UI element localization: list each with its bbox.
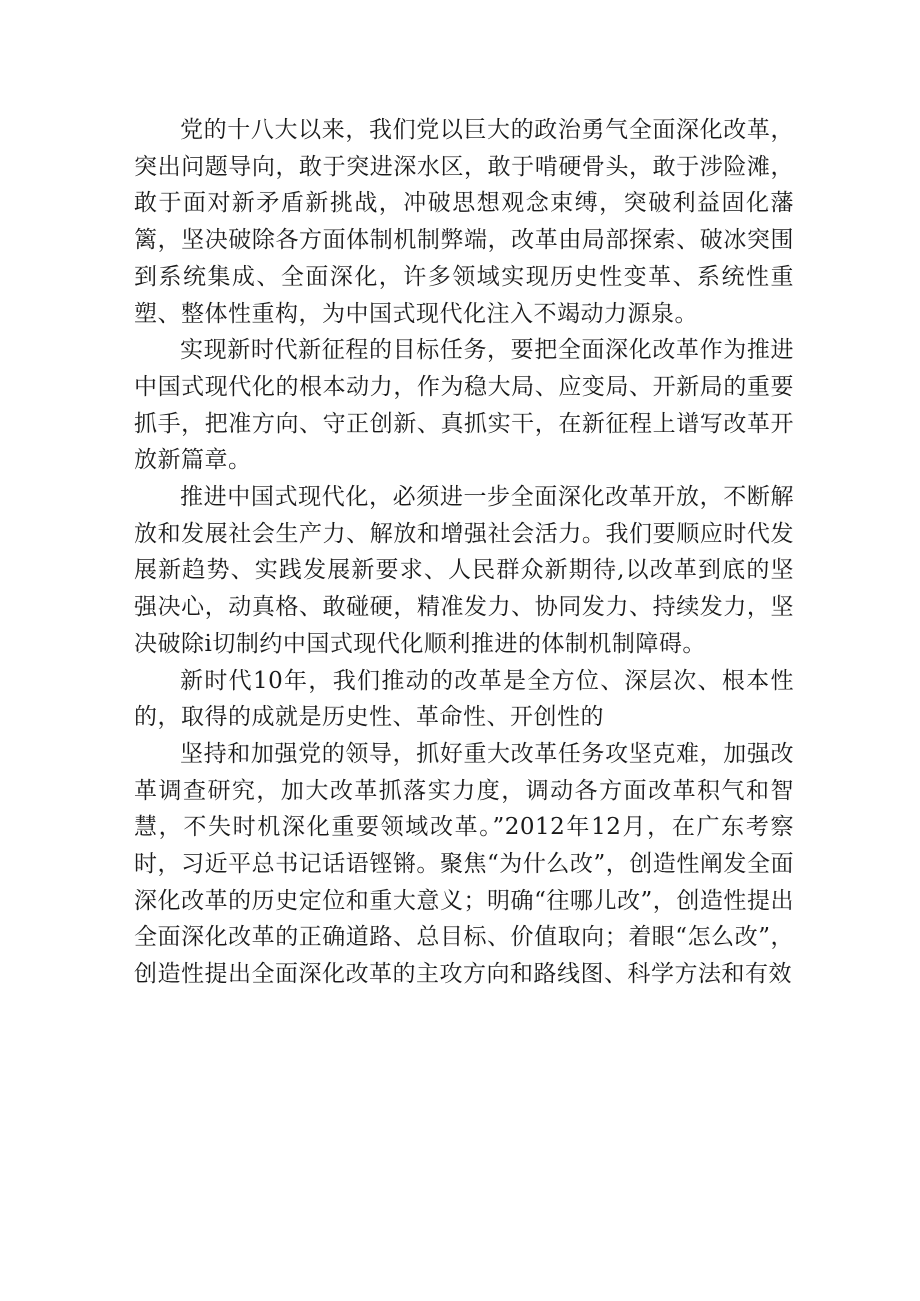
paragraph-4: 新时代10年，我们推动的改革是全方位、深层次、根本性的，取得的成就是历史性、革命性、开创性的 (134, 667, 794, 731)
paragraph-1: 党的十八大以来，我们党以巨大的政治勇气全面深化改革，突出问题导向，敢于突进深水区，敢于啃硬骨头，敢于涉险滩，敢于面对新矛盾新挑战，冲破思想观念束缚，突破利益固化藩篱，坚决破除各方面体制机制弊端，改革由局部探索、破冰突围到系统集成、全面深化，许多领域实现历史性变革、系统性重塑、整体性重构，为中国式现代化注入不竭动力源泉。 (134, 117, 794, 327)
paragraph-2: 实现新时代新征程的目标任务，要把全面深化改革作为推进中国式现代化的根本动力，作为稳大局、应变局、开新局的重要抓手，把准方向、守正创新、真抓实干，在新征程上谱写改革开放新篇章。 (134, 337, 794, 474)
document-body (134, 112, 794, 993)
paragraph-5: 坚持和加强党的领导，抓好重大改革任务攻坚克难，加强改革调查研究，加大改革抓落实力度，调动各方面改革积气和智慧，不失时机深化重要领域改革。”2012年12月，在广东考察时，习近平总书记话语铿锵。聚焦“为什么改”，创造性阐发全面深化改革的历史定位和重大意义；明确“往哪儿改”，创造性提出全面深化改革的正确道路、总目标、价值取向；着眼“怎么改”，创造性提出全面深化改革的主攻方向和路线图、科学方法和有效 (134, 740, 794, 988)
paragraph-3: 推进中国式现代化，必须进一步全面深化改革开放，不断解放和发展社会生产力、解放和增强社会活力。我们要顺应时代发展新趋势、实践发展新要求、人民群众新期待,以改革到底的坚强决心，动真格、敢碰硬，精准发力、协同发力、持续发力，坚决破除i切制约中国式现代化顺利推进的体制机制障碍。 (134, 484, 794, 657)
